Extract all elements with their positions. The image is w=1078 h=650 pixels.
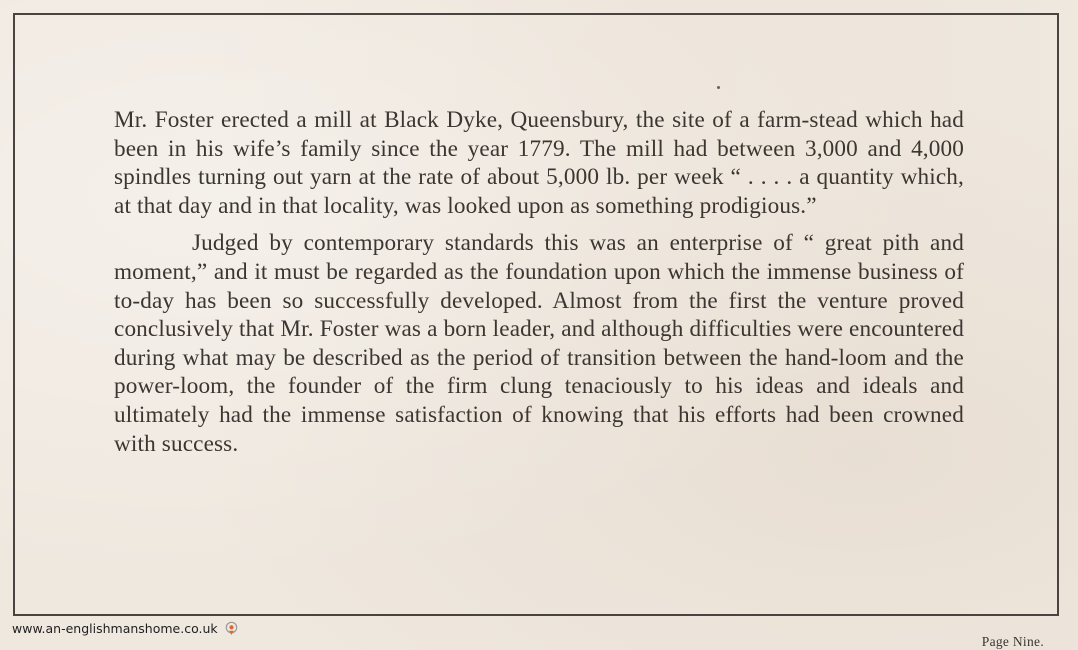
paragraph-2: Judged by contemporary standards this was an enterprise of “ great pith and moment,” and it must be regarded as the foundation upon which the immense business of to-day has been so successfully developed. Almost from the first the venture proved conclusively that Mr. Foster was a born leader, and although difficulties were encountered during what may be described as the period of transition between the hand-loom and the power-loom, the founder of the firm clung tenaciously to his ideas and ideals and ultimately had the immense satisfaction of knowing that his efforts had been crowned with success.: [114, 230, 964, 457]
watermark-text: www.an-englishmanshome.co.uk: [12, 621, 218, 636]
location-pin-icon: [224, 621, 239, 636]
site-watermark: [12, 621, 239, 636]
paper-speck: [717, 86, 720, 89]
body-text: [114, 106, 964, 458]
paragraph-1: Mr. Foster erected a mill at Black Dyke, Queensbury, the site of a farm-stead which had been in his wife’s family since the year 1779. The mill had between 3,000 and 4,000 spindles turning out yarn at the rate of about 5,000 lb. per week “ . . . . a quantity which, at that day and in that locality, was looked upon as something prodigious.”: [114, 107, 964, 219]
page-number: Page Nine.: [981, 634, 1044, 649]
